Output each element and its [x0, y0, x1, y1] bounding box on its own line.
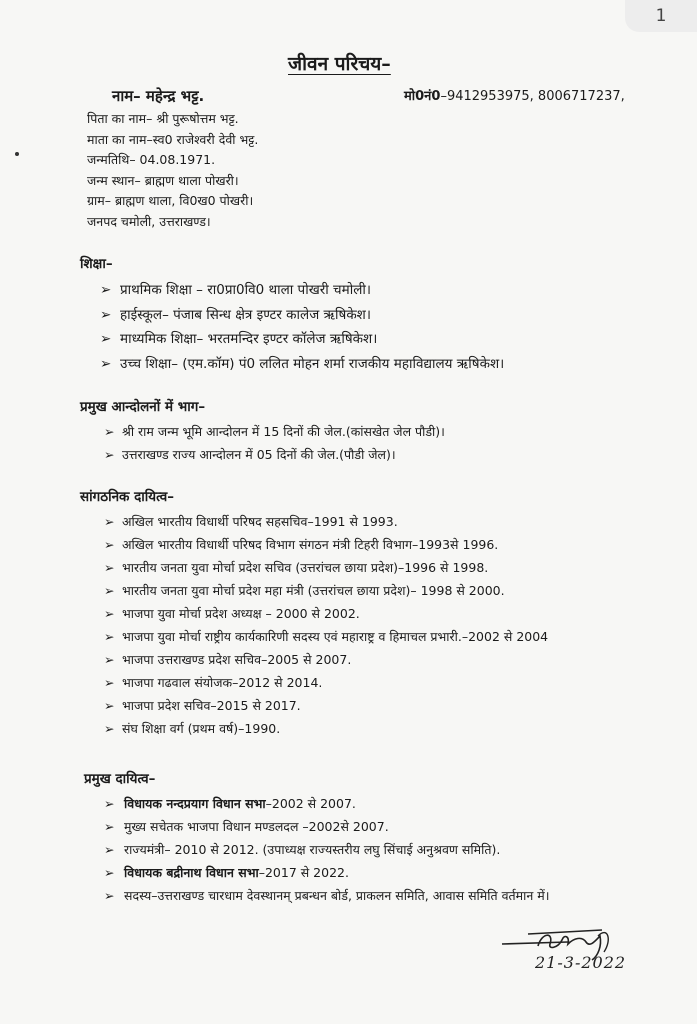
list-item: ➢ उत्तराखण्ड राज्य आन्दोलन में 05 दिनों की जेल.(पौडी जेल)।: [104, 443, 445, 466]
personal-details: [87, 109, 258, 232]
list-item: ➢ मुख्य सचेतक भाजपा विधान मण्डलदल –2002से 2007.: [104, 815, 634, 838]
mobile-value: –9412953975, 8006717237,: [440, 89, 625, 104]
list-item: ➢ भारतीय जनता युवा मोर्चा प्रदेश महा मंत्री (उत्तरांचल छाया प्रदेश)– 1998 से 2000.: [104, 579, 632, 602]
mobile-label: मो0नं0: [404, 89, 441, 104]
arrow-bullet-icon: ➢: [100, 331, 112, 347]
list-item: ➢ भारतीय जनता युवा मोर्चा प्रदेश सचिव (उत्तरांचल छाया प्रदेश)–1996 से 1998.: [104, 556, 632, 579]
arrow-bullet-icon: ➢: [104, 888, 115, 903]
movements-list: [104, 420, 445, 466]
father-name: पिता का नाम– श्री पुरूषोत्तम भट्ट.: [87, 111, 239, 126]
list-item: ➢ विधायक नन्दप्रयाग विधान सभा–2002 से 2007.: [104, 792, 634, 815]
birth-place: जन्म स्थान– ब्राह्मण थाला पोखरी।: [87, 172, 239, 188]
list-item: ➢ भाजपा युवा मोर्चा राष्ट्रीय कार्यकारिणी सदस्य एवं महाराष्ट्र व हिमाचल प्रभारी.–2002 से 2004: [104, 625, 632, 648]
arrow-bullet-icon: ➢: [104, 842, 115, 857]
list-item: ➢ सदस्य–उत्तराखण्ड चारधाम देवस्थानम् प्रबन्धन बोर्ड, प्राकलन समिति, आवास समिति वर्तमान में।: [104, 884, 634, 907]
village: ग्राम– ब्राह्मण थाला, वि0ख0 पोखरी।: [87, 193, 254, 208]
arrow-bullet-icon: ➢: [104, 865, 115, 880]
arrow-bullet-icon: ➢: [104, 698, 115, 713]
list-item: ➢ भाजपा प्रदेश सचिव–2015 से 2017.: [104, 694, 632, 717]
mother-name: माता का नाम–स्व0 राजेश्वरी देवी भट्ट.: [87, 131, 259, 147]
list-item: ➢ भाजपा युवा मोर्चा प्रदेश अध्यक्ष – 2000 से 2002.: [104, 602, 632, 625]
list-item: ➢ राज्यमंत्री– 2010 से 2012. (उपाध्यक्ष राज्यस्तरीय लघु सिंचाई अनुश्रवण समिति).: [104, 838, 634, 861]
list-item: ➢ माध्यमिक शिक्षा– भरतमन्दिर इण्टर कॉलेज ऋषिकेश।: [100, 327, 504, 352]
list-item: ➢ भाजपा उत्तराखण्ड प्रदेश सचिव–2005 से 2007.: [104, 648, 632, 671]
arrow-bullet-icon: ➢: [104, 447, 115, 462]
main-roles-heading: प्रमुख दायित्व–: [84, 771, 156, 787]
arrow-bullet-icon: ➢: [104, 819, 115, 834]
education-heading: शिक्षा–: [80, 256, 113, 272]
district: जनपद चमोली, उत्तराखण्ड।: [87, 213, 211, 229]
arrow-bullet-icon: ➢: [104, 796, 115, 811]
arrow-bullet-icon: ➢: [100, 355, 112, 372]
document-title: जीवन परिचय–: [288, 53, 391, 75]
arrow-bullet-icon: ➢: [104, 583, 115, 598]
person-name: नाम– महेन्द्र भट्ट.: [112, 87, 205, 105]
list-item: ➢ अखिल भारतीय विधार्थी परिषद विभाग संगठन मंत्री टिहरी विभाग–1993से 1996.: [104, 533, 632, 556]
arrow-bullet-icon: ➢: [104, 560, 115, 575]
arrow-bullet-icon: ➢: [104, 652, 115, 667]
organizational-list: [104, 510, 632, 740]
signature-date: 21-3-2022: [535, 953, 627, 972]
margin-dot: [15, 152, 19, 156]
list-item: ➢ उच्च शिक्षा– (एम.कॉम) पं0 ललित मोहन शर्मा राजकीय महाविद्यालय ऋषिकेश।: [100, 352, 504, 377]
list-item: ➢ भाजपा गढवाल संयोजक–2012 से 2014.: [104, 671, 632, 694]
arrow-bullet-icon: ➢: [104, 514, 115, 529]
organizational-heading: सांगठनिक दायित्व–: [80, 489, 174, 505]
list-item: ➢ विधायक बद्रीनाथ विधान सभा–2017 से 2022.: [104, 861, 634, 884]
arrow-bullet-icon: ➢: [104, 721, 115, 736]
education-list: [100, 278, 504, 376]
signature: [498, 922, 658, 982]
list-item: ➢ संघ शिक्षा वर्ग (प्रथम वर्ष)–1990.: [104, 717, 632, 740]
list-item: ➢ हाईस्कूल– पंजाब सिन्ध क्षेत्र इण्टर कालेज ऋषिकेश।: [100, 303, 504, 328]
movements-heading: प्रमुख आन्दोलनों में भाग–: [80, 399, 206, 415]
arrow-bullet-icon: ➢: [104, 424, 115, 439]
arrow-bullet-icon: ➢: [100, 306, 112, 323]
list-item: ➢ प्राथमिक शिक्षा – रा0प्रा0वि0 थाला पोखरी चमोली।: [100, 278, 504, 303]
arrow-bullet-icon: ➢: [104, 629, 115, 644]
arrow-bullet-icon: ➢: [104, 537, 115, 552]
arrow-bullet-icon: ➢: [100, 282, 112, 298]
arrow-bullet-icon: ➢: [104, 675, 115, 690]
arrow-bullet-icon: ➢: [104, 606, 115, 621]
page-number-badge: 1: [625, 0, 697, 32]
birth-date: जन्मतिथि– 04.08.1971.: [87, 152, 216, 167]
mobile-number: [404, 86, 625, 104]
list-item: ➢ श्री राम जन्म भूमि आन्दोलन में 15 दिनों की जेल.(कांसखेत जेल पौडी)।: [104, 420, 445, 443]
main-roles-list: [104, 792, 634, 907]
list-item: ➢ अखिल भारतीय विधार्थी परिषद सहसचिव–1991 से 1993.: [104, 510, 632, 533]
